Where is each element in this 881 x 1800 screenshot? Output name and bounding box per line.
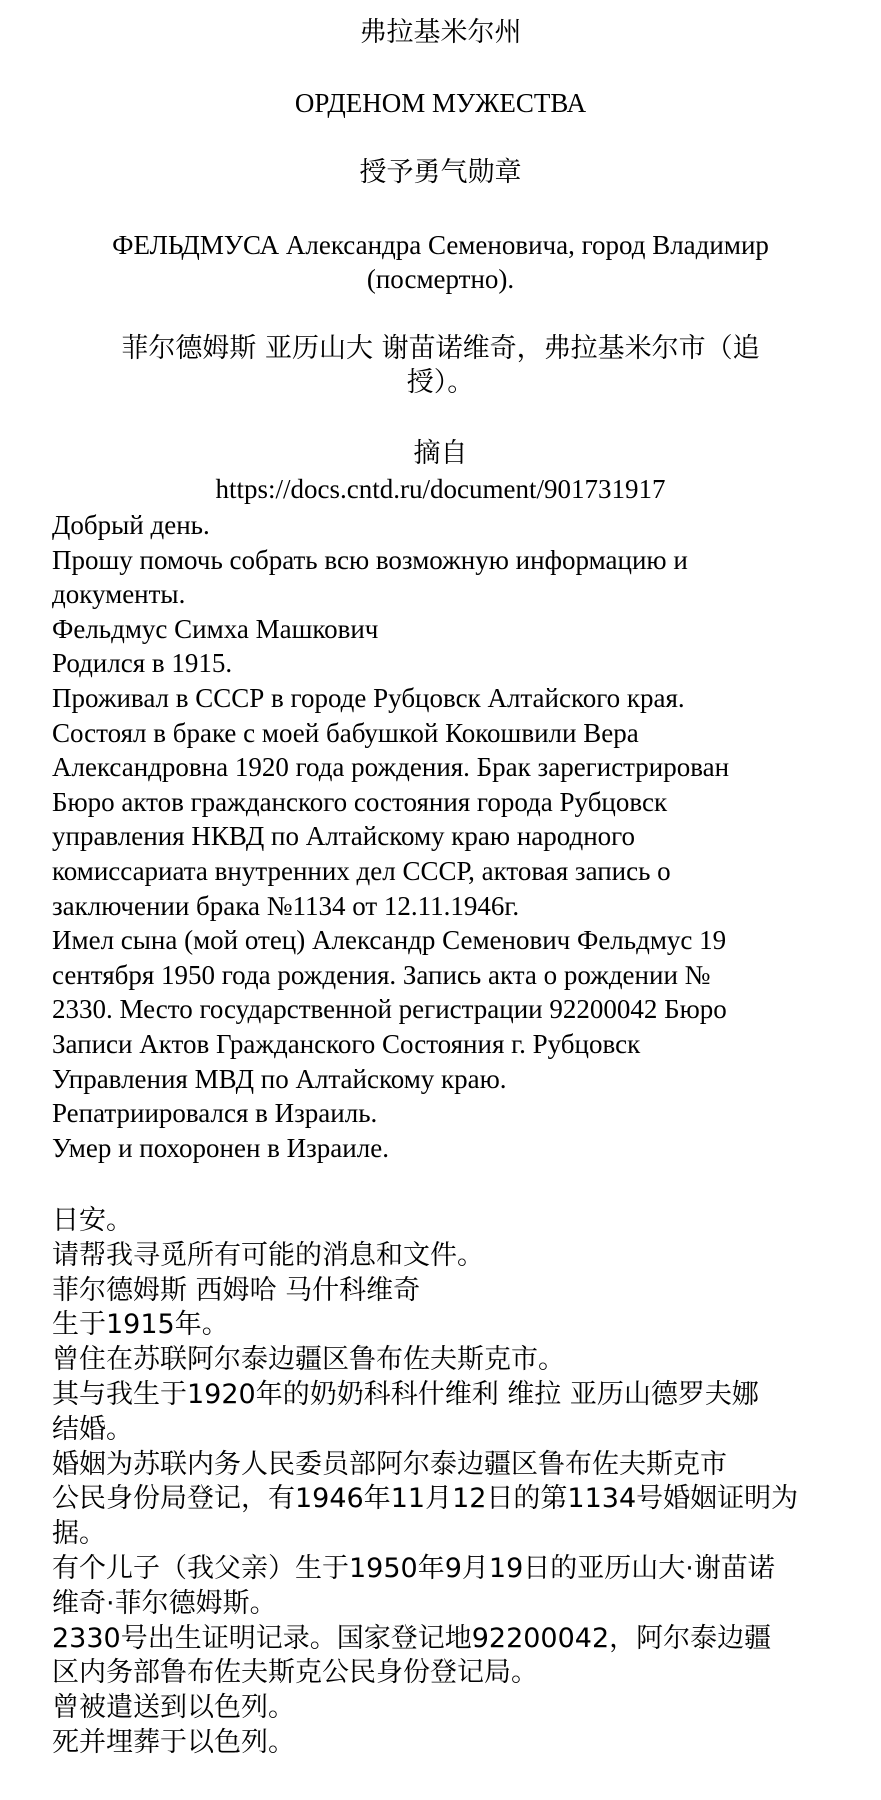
letter-ru-line: заключении брака №1134 от 12.11.1946г. xyxy=(52,890,520,921)
letter-ru-line: Александровна 1920 года рождения. Брак зарегистрирован xyxy=(52,752,730,783)
order-title-zh: 授予勇气勋章 xyxy=(359,157,522,188)
source-label: 摘自 xyxy=(413,438,468,469)
letter-zh-line: 生于1915年。 xyxy=(52,1309,229,1341)
letter-ru-line: комиссариата внутренних дел СССР, актовая запись о xyxy=(52,855,671,886)
letter-zh-line: 死并埋葬于以色列。 xyxy=(52,1726,295,1758)
source-url[interactable]: https://docs.cntd.ru/document/901731917 xyxy=(215,474,666,504)
letter-ru-line: Управления МВД по Алтайскому краю. xyxy=(52,1063,507,1094)
letter-ru-line: Репатриировался в Израиль. xyxy=(52,1098,378,1129)
letter-ru-line: Бюро актов гражданского состояния города Рубцовск xyxy=(52,786,668,817)
letter-zh-line: 维奇·菲尔德姆斯。 xyxy=(52,1587,277,1619)
letter-zh-line: 婚姻为苏联内务人民委员部阿尔泰边疆区鲁布佐夫斯克市 xyxy=(52,1448,727,1480)
region-title: 弗拉基米尔州 xyxy=(359,17,522,48)
letter-ru-line: 2330. Место государственной регистрации 92200042 Бюро xyxy=(52,994,727,1025)
awardee-zh-line-2: 授）。 xyxy=(406,367,475,398)
letter-zh-line: 结婚。 xyxy=(52,1413,133,1445)
awardee-ru-line-1: ФЕЛЬДМУСА Александра Семеновича, город Владимир xyxy=(112,230,769,260)
letter-zh-line: 据。 xyxy=(52,1518,106,1550)
letter-zh-line: 请帮我寻觅所有可能的消息和文件。 xyxy=(52,1239,484,1271)
letter-zh-line: 公民身份局登记，有1946年11月12日的第1134号婚姻证明为 xyxy=(52,1483,799,1515)
letter-ru-line: Прошу помочь собрать всю возможную информацию и xyxy=(52,544,688,575)
letter-zh xyxy=(52,1204,862,1761)
letter-ru-line: Записи Актов Гражданского Состояния г. Рубцовск xyxy=(52,1028,641,1059)
letter-zh-line: 曾被遣送到以色列。 xyxy=(52,1692,295,1724)
letter-ru-line: Умер и похоронен в Израиле. xyxy=(52,1132,389,1163)
letter-ru-line: Фельдмус Симха Машкович xyxy=(52,613,379,644)
letter-zh-line: 区内务部鲁布佐夫斯克公民身份登记局。 xyxy=(52,1657,538,1689)
letter-ru-line: Родился в 1915. xyxy=(52,648,233,679)
letter-zh-line: 2330号出生证明记录。国家登记地92200042，阿尔泰边疆 xyxy=(52,1622,772,1654)
letter-ru-line: управления НКВД по Алтайскому краю народного xyxy=(52,821,636,852)
letter-ru-line: Добрый день. xyxy=(52,510,210,540)
order-title-ru: ОРДЕНОМ МУЖЕСТВА xyxy=(294,88,587,118)
letter-ru-line: Имел сына (мой отец) Александр Семенович Фельдмус 19 xyxy=(52,925,727,956)
awardee-zh-line-1: 菲尔德姆斯 亚历山大 谢苗诺维奇，弗拉基米尔市（追 xyxy=(121,333,760,364)
letter-ru-line: сентября 1950 года рождения. Запись акта о рождении № xyxy=(52,959,711,990)
letter-zh-line: 菲尔德姆斯 西姆哈 马什科维奇 xyxy=(52,1274,421,1306)
letter-zh-line: 其与我生于1920年的奶奶科科什维利 维拉 亚历山德罗夫娜 xyxy=(52,1378,759,1410)
letter-ru-line: Состоял в браке с моей бабушкой Кокошвили Вера xyxy=(52,717,639,748)
letter-zh-line: 有个儿子（我父亲）生于1950年9月19日的亚历山大·谢苗诺 xyxy=(52,1552,775,1584)
letter-ru-line: документы. xyxy=(52,579,186,610)
letter-zh-line: 日安。 xyxy=(52,1205,133,1236)
letter-zh-line: 曾住在苏联阿尔泰边疆区鲁布佐夫斯克市。 xyxy=(52,1344,565,1376)
letter-ru-line: Проживал в СССР в городе Рубцовск Алтайского края. xyxy=(52,682,685,713)
awardee-ru-line-2: (посмертно). xyxy=(366,264,515,294)
letter-ru xyxy=(52,508,852,1165)
